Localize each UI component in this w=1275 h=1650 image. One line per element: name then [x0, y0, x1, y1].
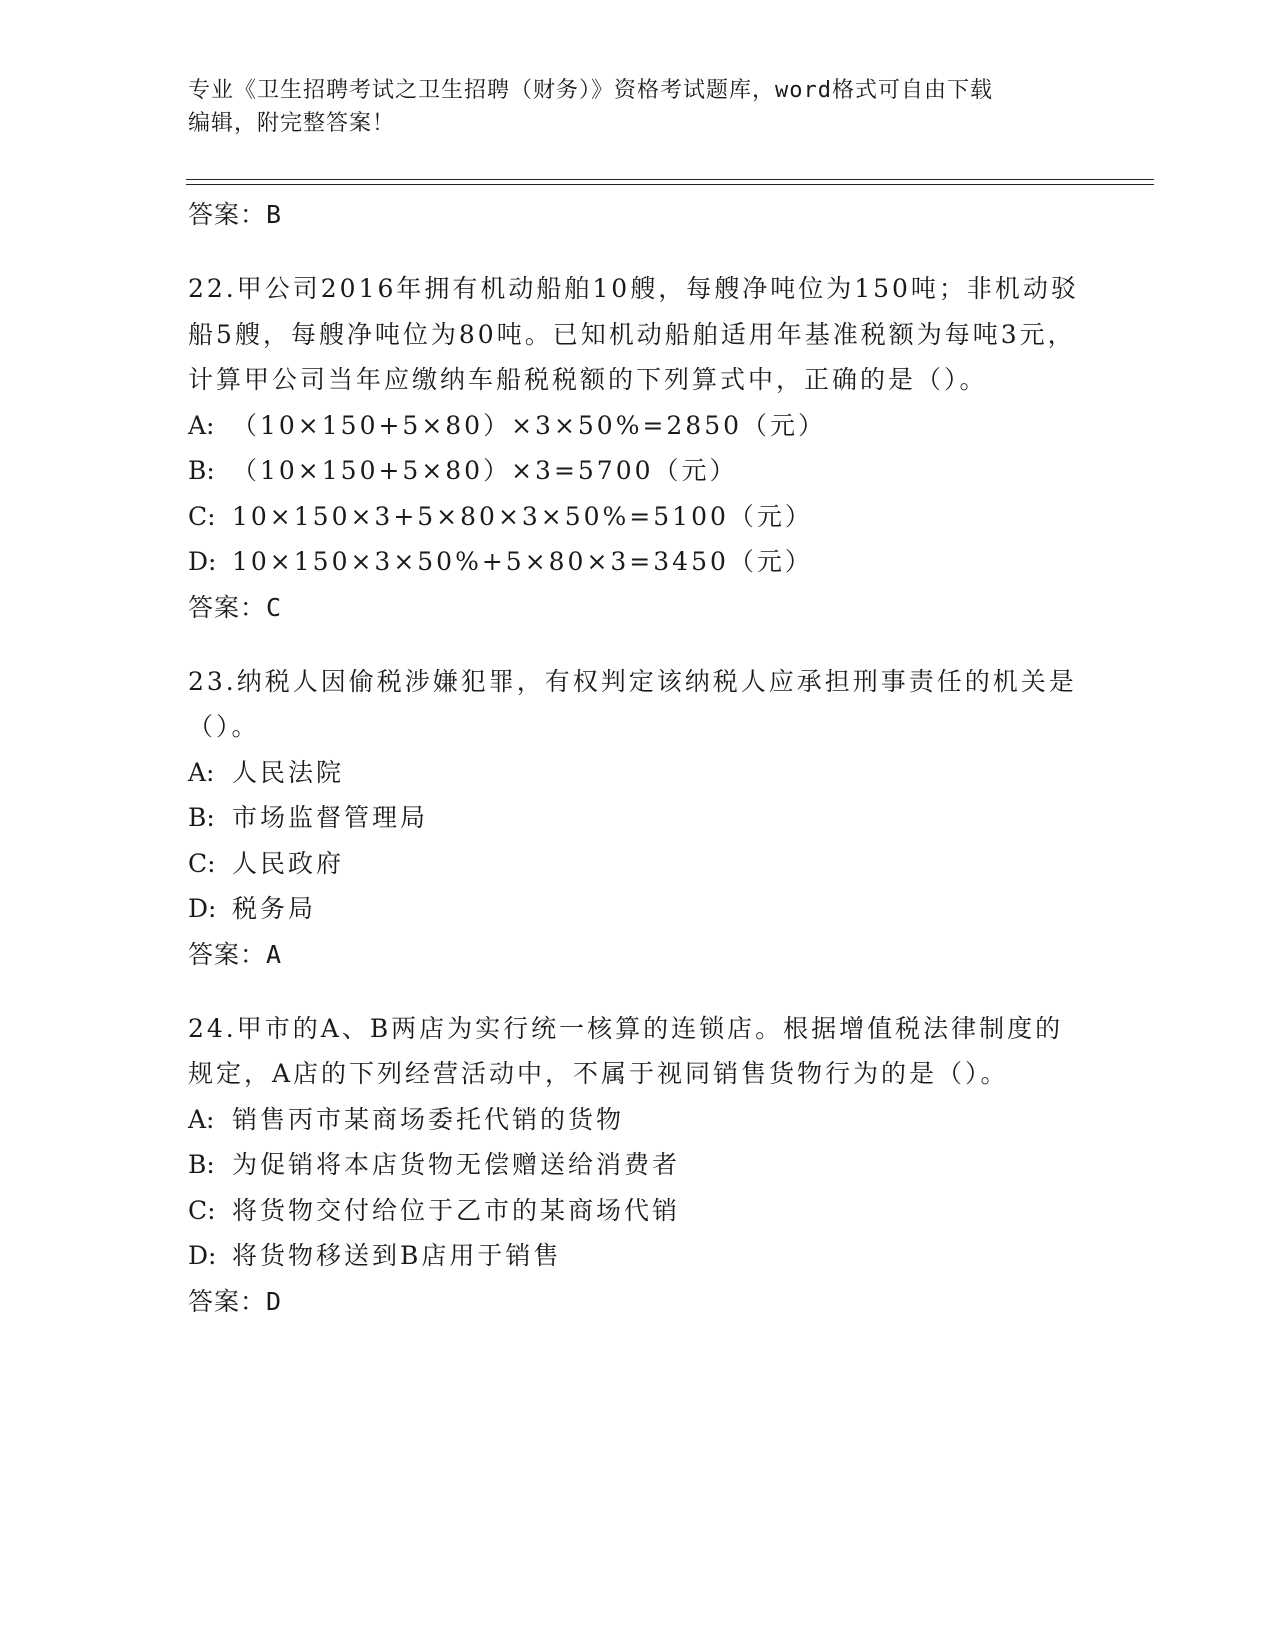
option-text: 市场监督管理局 — [232, 803, 429, 832]
answer-label: 答案：B — [188, 200, 283, 229]
option-text: （10×150+5×80）×3=5700（元） — [232, 456, 738, 485]
option-text: （10×150+5×80）×3×50%=2850（元） — [232, 410, 827, 440]
option-b — [188, 795, 1088, 841]
option-a — [188, 403, 1088, 449]
question-content — [188, 192, 1088, 1325]
option-letter: D: — [188, 894, 217, 923]
question-22 — [188, 266, 1088, 631]
option-d — [188, 1233, 1088, 1279]
option-text: 人民政府 — [232, 848, 345, 878]
option-d — [188, 886, 1088, 932]
header-divider-bottom — [186, 184, 1154, 185]
option-text: 将货物移送到B店用于销售 — [232, 1241, 562, 1270]
header-line-1: 专业《卫生招聘考试之卫生招聘（财务）》资格考试题库，word格式可自由下载 — [188, 78, 993, 103]
option-letter: A: — [188, 410, 215, 440]
question-text: 24.甲市的A、B两店为实行统一核算的连锁店。根据增值税法律制度的规定，A店的下列经营活动中，不属于视同销售货物行为的是（）。 — [188, 1013, 1064, 1088]
option-letter: C: — [188, 501, 216, 531]
option-letter: D: — [188, 547, 217, 576]
option-letter: B: — [188, 803, 215, 832]
option-text: 销售丙市某商场委托代销的货物 — [232, 1104, 625, 1134]
option-c — [188, 494, 1088, 540]
option-letter: B: — [188, 1150, 215, 1179]
option-text: 将货物交付给位于乙市的某商场代销 — [232, 1195, 681, 1225]
option-text: 人民法院 — [232, 757, 345, 787]
question-24 — [188, 1006, 1088, 1325]
option-d — [188, 539, 1088, 585]
option-letter: C: — [188, 1195, 216, 1225]
question-text: 23.纳税人因偷税涉嫌犯罪，有权判定该纳税人应承担刑事责任的机关是（）。 — [188, 666, 1077, 741]
option-letter: D: — [188, 1241, 217, 1270]
option-letter: B: — [188, 456, 215, 485]
answer-label: 答案：C — [188, 592, 283, 622]
option-b — [188, 1142, 1088, 1188]
option-text: 为促销将本店货物无偿赠送给消费者 — [232, 1150, 681, 1179]
question-23 — [188, 659, 1088, 978]
option-text: 税务局 — [232, 894, 317, 923]
header-divider-top — [186, 179, 1154, 180]
question-text: 22.甲公司2016年拥有机动船舶10艘，每艘净吨位为150吨；非机动驳船5艘，每艘净吨位为80吨。已知机动船舶适用年基准税额为每吨3元，计算甲公司当年应缴纳车船税税额的下列算式中，正确的是（）。 — [188, 274, 1079, 394]
option-c — [188, 1188, 1088, 1234]
header-line-2: 编辑，附完整答案！ — [188, 111, 396, 136]
option-b — [188, 448, 1088, 494]
page-header — [188, 74, 1078, 140]
option-a — [188, 1097, 1088, 1143]
answer-label: 答案：A — [188, 939, 283, 969]
option-letter: A: — [188, 1104, 215, 1134]
option-a — [188, 750, 1088, 796]
option-letter: A: — [188, 757, 215, 787]
option-letter: C: — [188, 848, 216, 878]
option-c — [188, 841, 1088, 887]
option-text: 10×150×3+5×80×3×50%=5100（元） — [232, 501, 813, 531]
answer-label: 答案：D — [188, 1286, 283, 1316]
option-text: 10×150×3×50%+5×80×3=3450（元） — [232, 547, 813, 576]
